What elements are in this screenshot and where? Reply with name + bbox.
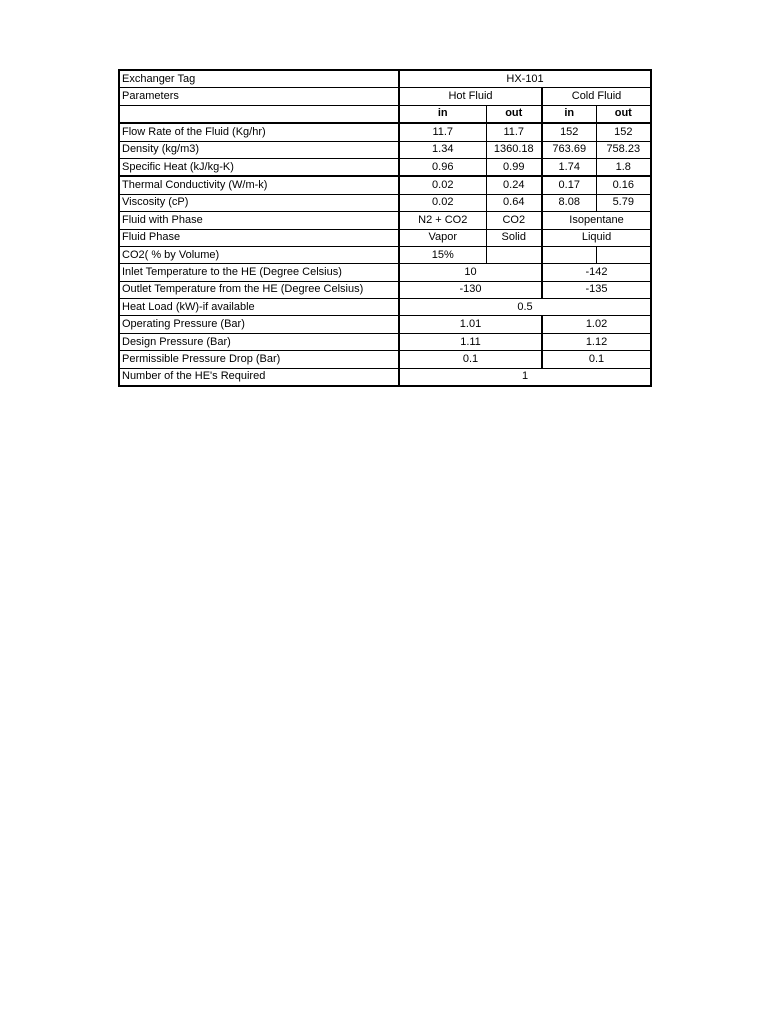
label-heat-load: Heat Load (kW)-if available <box>119 299 399 316</box>
cell-co2-volume-cold-out <box>596 246 651 263</box>
cell-flow-rate-cold-out: 152 <box>596 123 651 141</box>
subheader-hot-in: in <box>399 105 486 123</box>
cell-density-hot-in: 1.34 <box>399 141 486 158</box>
cell-fluid-with-phase-hot-in: N2 + CO2 <box>399 212 486 229</box>
cell-thermal-conductivity-hot-in: 0.02 <box>399 176 486 194</box>
cell-specific-heat-cold-in: 1.74 <box>542 158 596 176</box>
label-density: Density (kg/m3) <box>119 141 399 158</box>
cell-flow-rate-cold-in: 152 <box>542 123 596 141</box>
label-number-required: Number of the HE's Required <box>119 368 399 386</box>
subheader-cold-out: out <box>596 105 651 123</box>
row-specific-heat <box>119 158 651 176</box>
row-viscosity <box>119 194 651 211</box>
cell-design-pressure-cold: 1.12 <box>542 333 651 350</box>
row-co2-volume <box>119 246 651 263</box>
cell-thermal-conductivity-hot-out: 0.24 <box>486 176 542 194</box>
cell-thermal-conductivity-cold-in: 0.17 <box>542 176 596 194</box>
cell-inlet-temperature-hot: 10 <box>399 264 542 281</box>
row-heat-load <box>119 299 651 316</box>
header-cold-fluid: Cold Fluid <box>542 88 651 105</box>
row-inlet-temperature <box>119 264 651 281</box>
label-outlet-temperature: Outlet Temperature from the HE (Degree Celsius) <box>119 281 399 298</box>
label-co2-volume: CO2( % by Volume) <box>119 246 399 263</box>
header-hot-fluid: Hot Fluid <box>399 88 542 105</box>
row-density <box>119 141 651 158</box>
cell-specific-heat-hot-out: 0.99 <box>486 158 542 176</box>
cell-pressure-drop-cold: 0.1 <box>542 351 651 368</box>
row-in-out-subheader <box>119 105 651 123</box>
label-parameters: Parameters <box>119 88 399 105</box>
row-pressure-drop <box>119 351 651 368</box>
cell-pressure-drop-hot: 0.1 <box>399 351 542 368</box>
cell-thermal-conductivity-cold-out: 0.16 <box>596 176 651 194</box>
cell-fluid-phase-hot-out: Solid <box>486 229 542 246</box>
heat-exchanger-spec-table <box>118 69 652 387</box>
row-thermal-conductivity <box>119 176 651 194</box>
label-viscosity: Viscosity (cP) <box>119 194 399 211</box>
cell-specific-heat-cold-out: 1.8 <box>596 158 651 176</box>
subheader-cold-in: in <box>542 105 596 123</box>
cell-fluid-phase-hot-in: Vapor <box>399 229 486 246</box>
label-operating-pressure: Operating Pressure (Bar) <box>119 316 399 333</box>
label-specific-heat: Specific Heat (kJ/kg-K) <box>119 158 399 176</box>
row-exchanger-tag <box>119 70 651 88</box>
cell-outlet-temperature-cold: -135 <box>542 281 651 298</box>
cell-viscosity-hot-in: 0.02 <box>399 194 486 211</box>
cell-inlet-temperature-cold: -142 <box>542 264 651 281</box>
row-number-required <box>119 368 651 386</box>
row-operating-pressure <box>119 316 651 333</box>
cell-operating-pressure-hot: 1.01 <box>399 316 542 333</box>
label-flow-rate: Flow Rate of the Fluid (Kg/hr) <box>119 123 399 141</box>
subheader-hot-out: out <box>486 105 542 123</box>
cell-viscosity-hot-out: 0.64 <box>486 194 542 211</box>
cell-density-hot-out: 1360.18 <box>486 141 542 158</box>
label-inlet-temperature: Inlet Temperature to the HE (Degree Celsius) <box>119 264 399 281</box>
label-exchanger-tag: Exchanger Tag <box>119 70 399 88</box>
cell-flow-rate-hot-in: 11.7 <box>399 123 486 141</box>
label-design-pressure: Design Pressure (Bar) <box>119 333 399 350</box>
cell-co2-volume-hot-in: 15% <box>399 246 486 263</box>
cell-outlet-temperature-hot: -130 <box>399 281 542 298</box>
cell-design-pressure-hot: 1.11 <box>399 333 542 350</box>
cell-heat-load: 0.5 <box>399 299 651 316</box>
row-outlet-temperature <box>119 281 651 298</box>
value-exchanger-tag: HX-101 <box>399 70 651 88</box>
row-fluid-with-phase <box>119 212 651 229</box>
label-thermal-conductivity: Thermal Conductivity (W/m-k) <box>119 176 399 194</box>
label-pressure-drop: Permissible Pressure Drop (Bar) <box>119 351 399 368</box>
cell-viscosity-cold-out: 5.79 <box>596 194 651 211</box>
cell-fluid-with-phase-cold: Isopentane <box>542 212 651 229</box>
label-fluid-phase: Fluid Phase <box>119 229 399 246</box>
row-parameters <box>119 88 651 105</box>
cell-co2-volume-hot-out <box>486 246 542 263</box>
label-fluid-with-phase: Fluid with Phase <box>119 212 399 229</box>
cell-fluid-phase-cold: Liquid <box>542 229 651 246</box>
cell-viscosity-cold-in: 8.08 <box>542 194 596 211</box>
cell-number-required: 1 <box>399 368 651 386</box>
row-fluid-phase <box>119 229 651 246</box>
cell-density-cold-out: 758.23 <box>596 141 651 158</box>
cell-density-cold-in: 763.69 <box>542 141 596 158</box>
cell-flow-rate-hot-out: 11.7 <box>486 123 542 141</box>
row-design-pressure <box>119 333 651 350</box>
label-empty <box>119 105 399 123</box>
row-flow-rate <box>119 123 651 141</box>
cell-fluid-with-phase-hot-out: CO2 <box>486 212 542 229</box>
cell-operating-pressure-cold: 1.02 <box>542 316 651 333</box>
cell-co2-volume-cold-in <box>542 246 596 263</box>
cell-specific-heat-hot-in: 0.96 <box>399 158 486 176</box>
